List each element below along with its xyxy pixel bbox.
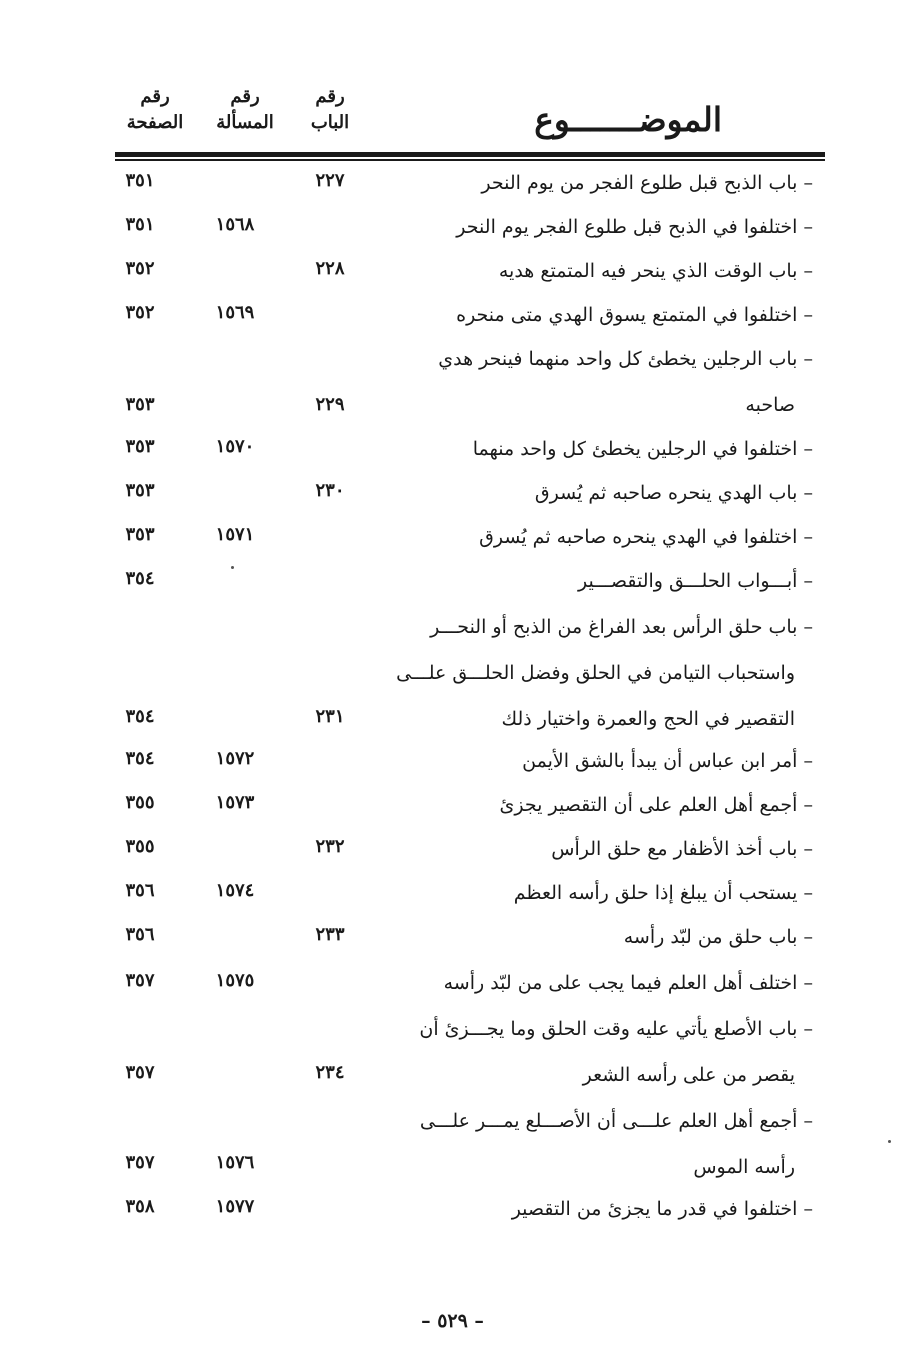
- entry-page-ref: ٣٥٢: [125, 258, 155, 279]
- entry-page-ref: ٣٥٣: [125, 436, 155, 457]
- entry-topic-line: – باب أخذ الأظفار مع حلق الرأس: [551, 838, 813, 860]
- entry-chapter-number: ٢٣١: [315, 706, 345, 727]
- entry-topic-line: رأسه الموس: [693, 1156, 795, 1178]
- entry-topic: [383, 1006, 813, 1098]
- entry-topic: [383, 204, 813, 250]
- entry-page-ref: ٣٥٢: [125, 302, 155, 323]
- header-chapter-line1: رقم: [315, 86, 345, 107]
- header-page-line2: الصفحة: [126, 112, 184, 133]
- entry-topic-line: واستحباب التيامن في الحلق وفضل الحلـــق علـــى: [396, 662, 795, 684]
- entry-topic-line: – اختلف أهل العلم فيما يجب على من لبّد رأسه: [443, 972, 813, 994]
- entry-issue-number: ١٥٧٧: [215, 1196, 255, 1217]
- entry-topic-line: – اختلفوا في الهدي ينحره صاحبه ثم يُسرق: [479, 526, 813, 548]
- entry-page-ref: ٣٥٧: [125, 1152, 155, 1173]
- entry-page-ref: ٣٥٧: [125, 1062, 155, 1083]
- entry-topic-line: – اختلفوا في المتمتع يسوق الهدي متى منحره: [456, 304, 813, 326]
- entry-chapter-number: ٢٢٧: [315, 170, 345, 191]
- entry-page-ref: ٣٥٧: [125, 970, 155, 991]
- print-speck: [888, 1140, 891, 1143]
- entry-topic: [383, 782, 813, 828]
- entry-chapter-number: ٢٣٣: [315, 924, 345, 945]
- entry-issue-number: ١٥٧٢: [215, 748, 255, 769]
- entry-page-ref: ٣٥٤: [125, 748, 155, 769]
- entry-topic-line: – أجمع أهل العلم علـــى أن الأصـــلع يمـــر علـــى: [419, 1110, 813, 1132]
- entry-issue-number: ١٥٦٨: [215, 214, 255, 235]
- page-number: – ٥٢٩ –: [421, 1310, 484, 1332]
- entry-issue-number: ١٥٧٥: [215, 970, 255, 991]
- entry-topic-line: – باب الأصلع يأتي عليه وقت الحلق وما يجـــزئ أن: [419, 1018, 813, 1040]
- entry-topic: [383, 1098, 813, 1190]
- header-issue-line1: رقم: [230, 86, 260, 107]
- print-speck: [231, 566, 234, 569]
- entry-topic: [383, 558, 813, 604]
- entry-topic: [383, 292, 813, 338]
- entry-topic-line: – اختلفوا في الرجلين يخطئ كل واحد منهما: [472, 438, 813, 460]
- header-page-line1: رقم: [140, 86, 170, 107]
- entry-chapter-number: ٢٣٢: [315, 836, 345, 857]
- entry-topic-line: – باب الرجلين يخطئ كل واحد منهما فينحر هدي: [438, 348, 813, 370]
- entry-page-ref: ٣٥٥: [125, 836, 155, 857]
- entry-issue-number: ١٥٧٤: [215, 880, 255, 901]
- entry-topic-line: – أمر ابن عباس أن يبدأ بالشق الأيمن: [522, 750, 813, 772]
- entry-chapter-number: ٢٣٠: [315, 480, 345, 501]
- entry-topic: [383, 248, 813, 294]
- entry-issue-number: ١٥٧١: [215, 524, 255, 545]
- entry-topic: [383, 1186, 813, 1232]
- entry-topic-line: – أبـــواب الحلـــق والتقصـــير: [577, 570, 813, 592]
- entry-topic-line: – باب الذبح قبل طلوع الفجر من يوم النحر: [481, 172, 813, 194]
- entry-topic-line: – أجمع أهل العلم على أن التقصير يجزئ: [499, 794, 813, 816]
- entry-topic: [383, 738, 813, 784]
- entry-page-ref: ٣٥١: [125, 214, 155, 235]
- entry-page-ref: ٣٥٥: [125, 792, 155, 813]
- entry-topic-line: يقصر من على رأسه الشعر: [582, 1064, 795, 1086]
- entry-issue-number: ١٥٧٣: [215, 792, 255, 813]
- entry-topic: [383, 604, 813, 742]
- entry-chapter-number: ٢٢٨: [315, 258, 345, 279]
- entry-page-ref: ٣٥٣: [125, 480, 155, 501]
- entry-issue-number: ١٥٦٩: [215, 302, 255, 323]
- entry-page-ref: ٣٥٤: [125, 568, 155, 589]
- entry-page-ref: ٣٥١: [125, 170, 155, 191]
- entry-topic: [383, 870, 813, 916]
- entry-topic: [383, 914, 813, 960]
- entry-topic: [383, 336, 813, 428]
- entry-page-ref: ٣٥٣: [125, 394, 155, 415]
- entry-topic-line: – اختلفوا في قدر ما يجزئ من التقصير: [511, 1198, 813, 1220]
- entry-topic-line: – باب الوقت الذي ينحر فيه المتمتع هديه: [498, 260, 813, 282]
- entry-topic-line: – يستحب أن يبلغ إذا حلق رأسه العظم: [513, 882, 813, 904]
- entry-topic: [383, 514, 813, 560]
- entry-topic-line: – باب حلق من لبّد رأسه: [623, 926, 813, 948]
- entry-topic-line: – اختلفوا في الذبح قبل طلوع الفجر يوم النحر: [456, 216, 813, 238]
- entry-page-ref: ٣٥٦: [125, 924, 155, 945]
- entry-topic-line: صاحبه: [745, 394, 795, 416]
- entry-chapter-number: ٢٣٤: [315, 1062, 345, 1083]
- entry-topic-line: – باب الهدي ينحره صاحبه ثم يُسرق: [534, 482, 813, 504]
- header-chapter-line2: الباب: [310, 112, 350, 133]
- entry-topic-line: – باب حلق الرأس بعد الفراغ من الذبح أو النحـــر: [430, 616, 813, 638]
- header-issue-line2: المسألة: [216, 112, 274, 133]
- entry-topic: [383, 426, 813, 472]
- entry-issue-number: ١٥٧٦: [215, 1152, 255, 1173]
- entry-topic: [383, 960, 813, 1006]
- entry-topic: [383, 470, 813, 516]
- entry-chapter-number: ٢٢٩: [315, 394, 345, 415]
- entry-page-ref: ٣٥٦: [125, 880, 155, 901]
- entry-issue-number: ١٥٧٠: [215, 436, 255, 457]
- entry-page-ref: ٣٥٤: [125, 706, 155, 727]
- entry-topic: [383, 160, 813, 206]
- entry-topic: [383, 826, 813, 872]
- entry-topic-line: التقصير في الحج والعمرة واختيار ذلك: [501, 708, 795, 730]
- header-topic-title: الموضـــــــوع: [534, 100, 722, 139]
- entry-page-ref: ٣٥٨: [125, 1196, 155, 1217]
- entry-page-ref: ٣٥٣: [125, 524, 155, 545]
